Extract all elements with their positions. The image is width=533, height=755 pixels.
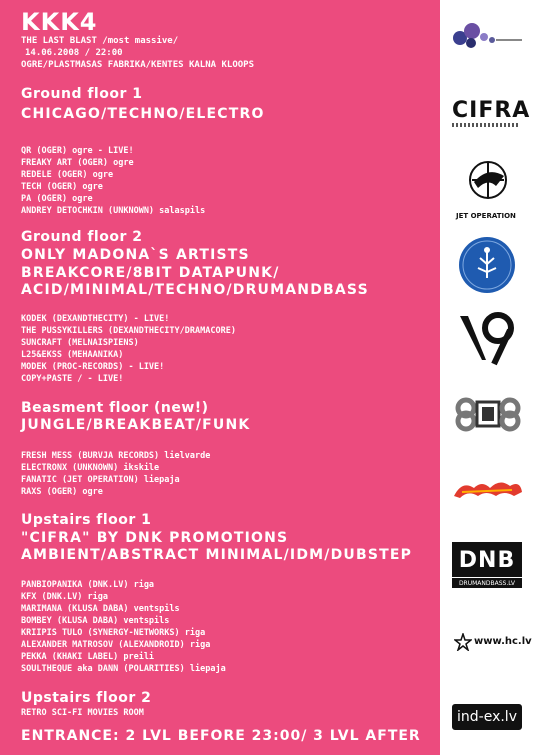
floor-genre: JUNGLE/BREAKBEAT/FUNK <box>21 417 251 433</box>
dnb-logo-icon <box>452 542 522 588</box>
artist-item: KFX (DNK.LV) riga <box>21 592 108 602</box>
indexlv-logo-icon <box>452 704 522 730</box>
artist-item: ANDREY DETOCHKIN (UNKNOWN) salaspils <box>21 206 206 216</box>
artist-item: KODEK (DEXANDTHECITY) - LIVE! <box>21 314 170 324</box>
artist-item: L25&EKSS (MEHAANIKA) <box>21 350 124 360</box>
hc-logo-icon <box>454 632 530 654</box>
artist-item: REDELE (OGER) ogre <box>21 170 114 180</box>
floor-genre: CHICAGO/TECHNO/ELECTRO <box>21 106 265 122</box>
floor-title: Ground floor 2 <box>21 229 143 245</box>
indexlv-logo-text: ind-ex.lv <box>457 709 517 725</box>
entrance-info: ENTRANCE: 2 LVL BEFORE 23:00/ 3 LVL AFTER <box>21 728 421 744</box>
event-location: OGRE/PLASTMASAS FABRIKA/KENTES KALNA KLOOPS <box>21 60 254 70</box>
floor-genre: "CIFRA" BY DNK PROMOTIONS <box>21 530 289 546</box>
event-title: KKK4 <box>21 8 98 36</box>
floor-title: Ground floor 1 <box>21 86 143 102</box>
artist-item: COPY+PASTE / - LIVE! <box>21 374 124 384</box>
floor-genre: BREAKCORE/8BIT DATAPUNK/ <box>21 265 280 281</box>
dnb-logo-text: DNB <box>458 548 516 573</box>
floor-genre: ONLY MADONA`S ARTISTS <box>21 247 250 263</box>
artist-item: PANBIOPANIKA (DNK.LV) riga <box>21 580 155 590</box>
artist-item: THE PUSSYKILLERS (DEXANDTHECITY/DRAMACORE) <box>21 326 236 336</box>
jet-operation-logo-icon <box>460 156 516 208</box>
jet-operation-caption: JET OPERATION <box>456 212 516 220</box>
artist-item: KRIIPIS TULO (SYNERGY-NETWORKS) riga <box>21 628 206 638</box>
hc-logo-text: www.hc.lv <box>474 636 532 647</box>
floor-genre: AMBIENT/ABSTRACT MINIMAL/IDM/DUBSTEP <box>21 547 413 563</box>
artist-item: BOMBEY (KLUSA DABA) ventspils <box>21 616 170 626</box>
artist-item: SOULTHEQUE aka DANN (POLARITIES) liepaja <box>21 664 226 674</box>
artist-item: TECH (OGER) ogre <box>21 182 103 192</box>
floor-genre: ACID/MINIMAL/TECHNO/DRUMANDBASS <box>21 282 369 298</box>
artist-item: MODEK (PROC-RECORDS) - LIVE! <box>21 362 165 372</box>
cifra-logo-underline <box>452 123 520 127</box>
artist-item: FANATIC (JET OPERATION) liepaja <box>21 475 180 485</box>
star-icon <box>454 633 472 651</box>
artist-item: FREAKY ART (OGER) ogre <box>21 158 134 168</box>
artist-item: FRESH MESS (BURVJA RECORDS) lielvarde <box>21 451 211 461</box>
molecule-logo-icon <box>446 20 526 52</box>
cifra-logo-icon <box>452 98 531 127</box>
dnb-logo-subtext: DRUMANDBASS.LV <box>452 577 522 587</box>
mushroom-logo-icon <box>452 478 524 500</box>
artist-item: QR (OGER) ogre - LIVE! <box>21 146 134 156</box>
artist-item: SUNCRAFT (MELNAISPIENS) <box>21 338 139 348</box>
artist-item: PEKKA (KHAKI LABEL) preili <box>21 652 155 662</box>
888-logo-icon <box>454 396 522 432</box>
antenna-badge-logo-icon <box>458 236 516 294</box>
artist-item: RETRO SCI-FI MOVIES ROOM <box>21 708 144 718</box>
floor-title: Upstairs floor 1 <box>21 512 152 528</box>
floor-title: Upstairs floor 2 <box>21 690 152 706</box>
v9-logo-icon <box>454 310 520 366</box>
artist-item: MARIMANA (KLUSA DABA) ventspils <box>21 604 180 614</box>
artist-item: ELECTRONX (UNKNOWN) ikskile <box>21 463 160 473</box>
floor-title: Beasment floor (new!) <box>21 400 209 416</box>
event-subtitle: THE LAST BLAST /most massive/ <box>21 36 179 46</box>
cifra-logo-text: CIFRA <box>452 98 531 123</box>
artist-item: ALEXANDER MATROSOV (ALEXANDROID) riga <box>21 640 211 650</box>
artist-item: RAXS (OGER) ogre <box>21 487 103 497</box>
artist-item: PA (OGER) ogre <box>21 194 93 204</box>
event-date: 14.06.2008 / 22:00 <box>25 48 123 58</box>
sponsor-column <box>440 0 533 755</box>
